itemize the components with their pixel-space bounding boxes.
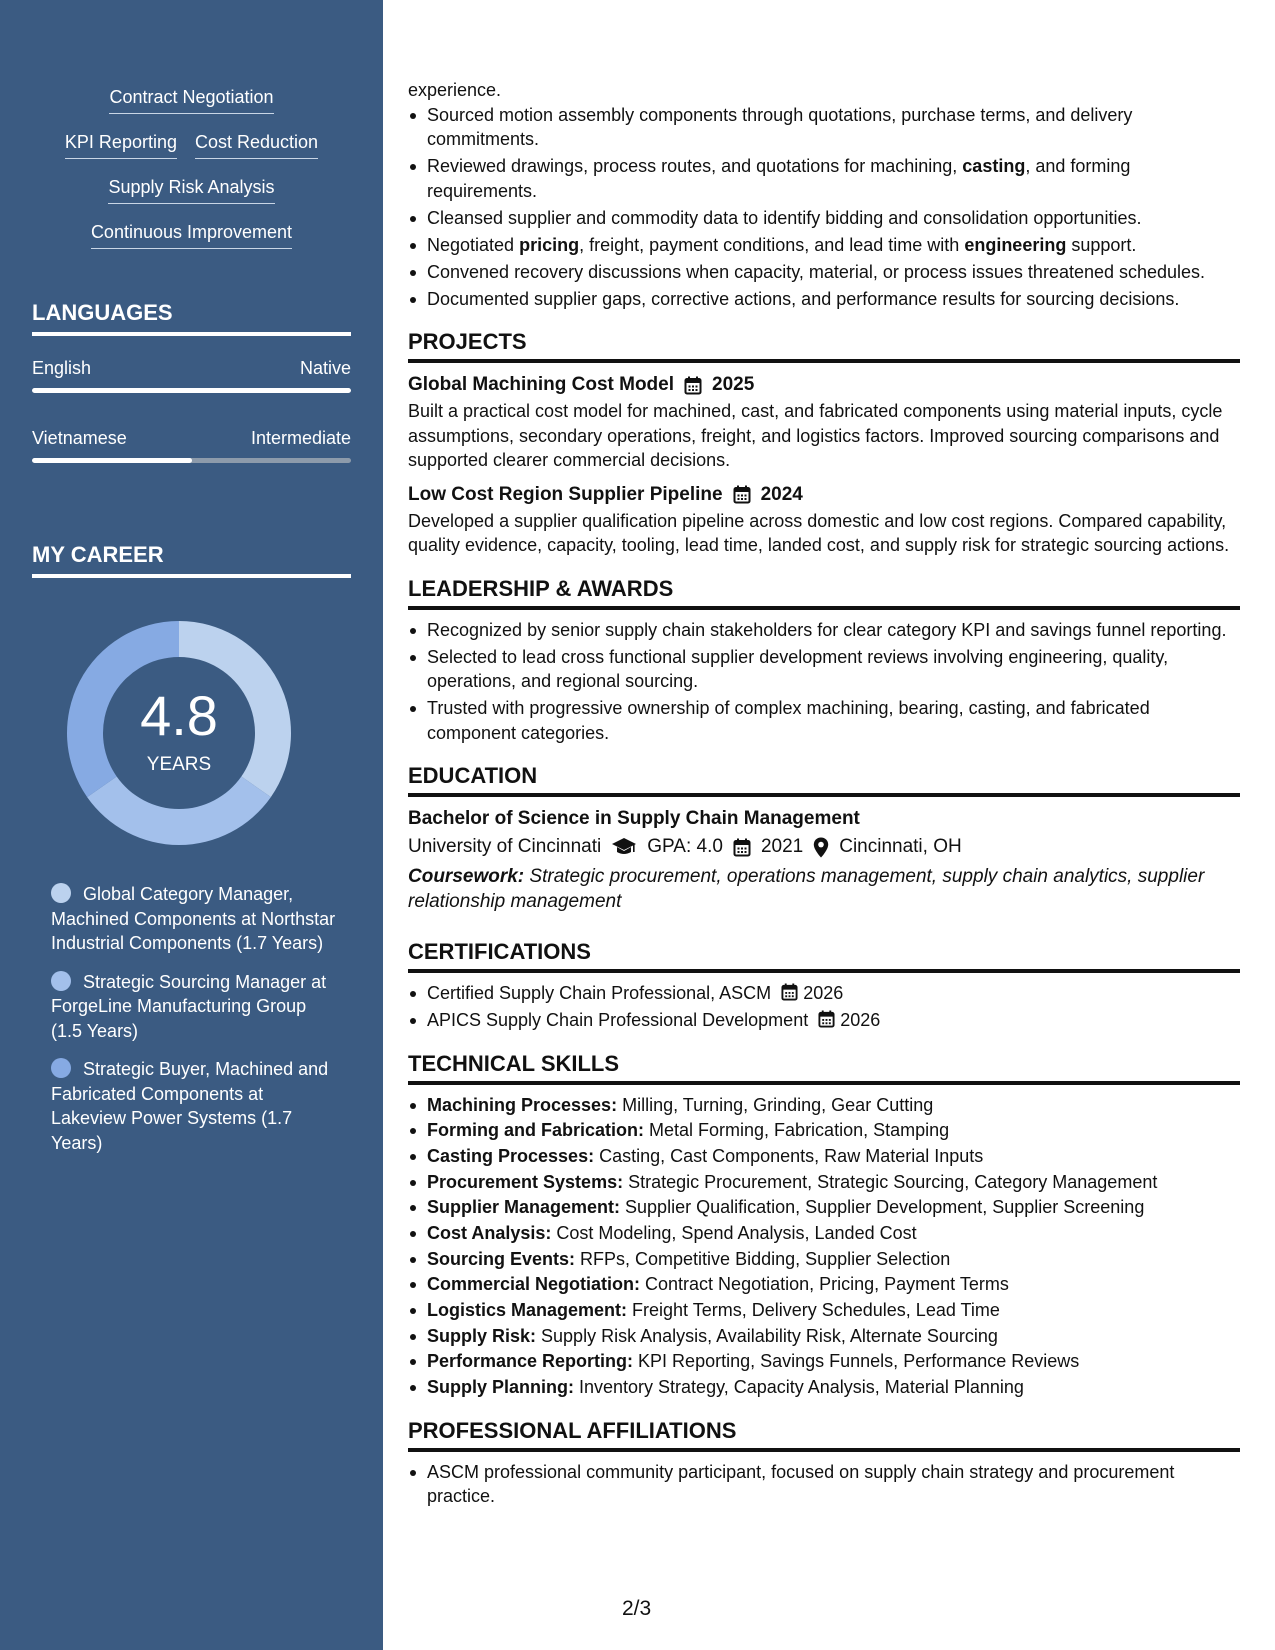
education-heading: EDUCATION	[408, 762, 1240, 797]
project-description: Built a practical cost model for machined, cast, and fabricated components using material inputs, cycle assumptions, secondary operations, freight, and logistics factors. Improved sourcing comparisons and supported clearer commercial decisions.	[408, 401, 1223, 470]
skill-category: Forming and Fabrication:	[427, 1120, 645, 1141]
skill-category: Performance Reporting:	[427, 1351, 634, 1372]
skill-category: Cost Analysis:	[427, 1222, 552, 1243]
bold-keyword: casting	[962, 156, 1026, 176]
degree-title: Bachelor of Science in Supply Chain Management	[408, 808, 860, 829]
technical-skill-item	[408, 1221, 1240, 1246]
skill-values: Strategic Procurement, Strategic Sourcing, Category Management	[623, 1171, 1158, 1192]
project-title	[408, 371, 1240, 399]
skill-tag[interactable]: Contract Negotiation	[109, 86, 273, 114]
technical-skill-item	[408, 1324, 1240, 1349]
graduation-year: 2021	[760, 836, 804, 857]
skill-category: Procurement Systems:	[427, 1171, 624, 1192]
experience-bullet	[408, 154, 1240, 203]
career-donut	[66, 620, 292, 846]
leadership-item: Trusted with progressive ownership of complex machining, bearing, casting, and fabricated component categories.	[408, 696, 1240, 745]
skill-tag[interactable]: Supply Risk Analysis	[108, 176, 274, 204]
calendar-icon	[684, 376, 702, 395]
career-list	[51, 882, 341, 1169]
career-item	[51, 882, 341, 956]
affiliations-heading: PROFESSIONAL AFFILIATIONS	[408, 1417, 1240, 1452]
leadership-item: Selected to lead cross functional supplier development reviews involving engineering, quality, operations, and regional sourcing.	[408, 645, 1240, 694]
school-location: Cincinnati, OH	[839, 836, 962, 857]
language-item	[32, 428, 351, 463]
calendar-icon	[781, 983, 798, 1001]
skill-category: Sourcing Events:	[427, 1248, 576, 1269]
technical-skill-item	[408, 1093, 1240, 1118]
certification-name: APICS Supply Chain Professional Development	[427, 1010, 809, 1030]
affiliations-list	[408, 1460, 1240, 1509]
skill-values: Metal Forming, Fabrication, Stamping	[644, 1120, 950, 1141]
experience-bullet	[408, 260, 1240, 285]
skill-values: Supplier Qualification, Supplier Development, Supplier Screening	[620, 1197, 1145, 1218]
leadership-item: Recognized by senior supply chain stakeholders for clear category KPI and savings funnel reporting.	[408, 618, 1240, 643]
skill-category: Supply Risk:	[427, 1325, 537, 1346]
skill-category: Supply Planning:	[427, 1377, 574, 1398]
technical-skill-item	[408, 1298, 1240, 1323]
bullet-text: Documented supplier gaps, corrective actions, and performance results for sourcing decisions.	[427, 288, 1180, 309]
language-level: Native	[299, 358, 351, 378]
bullet-text: support.	[1066, 234, 1137, 255]
page-number: 2/3	[622, 1597, 652, 1620]
technical-skill-item	[408, 1349, 1240, 1374]
skill-values: Cost Modeling, Spend Analysis, Landed Cost	[551, 1222, 917, 1243]
technical-skill-item	[408, 1247, 1240, 1272]
bold-keyword: pricing	[519, 234, 580, 255]
certification-item	[408, 1008, 1240, 1033]
projects-heading: PROJECTS	[408, 328, 1240, 363]
language-bar	[32, 388, 351, 393]
language-bar-fill	[32, 458, 192, 463]
language-level: Intermediate	[250, 428, 351, 448]
technical-skill-item	[408, 1144, 1240, 1169]
bullet-text: , freight, payment conditions, and lead time with	[579, 234, 965, 255]
skill-values: Milling, Turning, Grinding, Gear Cutting	[617, 1094, 934, 1115]
project-title	[408, 481, 1240, 509]
skill-tag[interactable]: KPI Reporting	[65, 131, 177, 159]
affiliation-item: ASCM professional community participant, focused on supply chain strategy and procurement practice.	[408, 1460, 1240, 1509]
graduation-cap-icon	[611, 837, 637, 857]
career-dot-icon	[51, 883, 71, 903]
calendar-icon	[733, 838, 751, 857]
career-text: Strategic Sourcing Manager at ForgeLine Manufacturing Group (1.5 Years)	[51, 971, 327, 1041]
calendar-icon	[733, 485, 751, 504]
skill-values: KPI Reporting, Savings Funnels, Performance Reviews	[633, 1351, 1080, 1372]
experience-bullet	[408, 206, 1240, 231]
coursework-label: Coursework:	[408, 866, 525, 887]
career-dot-icon	[51, 971, 71, 991]
bullet-text: , and forming requirements.	[427, 156, 1131, 201]
language-name: English	[32, 358, 92, 378]
skill-category: Casting Processes:	[427, 1145, 595, 1166]
experience-bullets	[408, 103, 1240, 312]
project-name: Low Cost Region Supplier Pipeline	[408, 483, 723, 505]
skill-values: Inventory Strategy, Capacity Analysis, Material Planning	[574, 1377, 1024, 1398]
certification-name: Certified Supply Chain Professional, ASCM	[427, 983, 772, 1003]
career-unit: YEARS	[146, 754, 212, 775]
experience-tail: experience.	[408, 80, 502, 100]
bold-keyword: engineering	[964, 234, 1067, 255]
project-name: Global Machining Cost Model	[408, 374, 674, 395]
certification-year: 2026	[803, 983, 844, 1003]
project-description: Developed a supplier qualification pipeline across domestic and low cost regions. Compared capability, quality evidence, capacity, tooling, lead time, landed cost, and supply risk for strategic sourcing actions.	[408, 510, 1230, 555]
skill-values: Supply Risk Analysis, Availability Risk, Alternate Sourcing	[536, 1325, 998, 1346]
skill-values: RFPs, Competitive Bidding, Supplier Selection	[575, 1248, 951, 1269]
school-name: University of Cincinnati	[408, 836, 602, 857]
skill-tag[interactable]: Continuous Improvement	[91, 221, 292, 249]
career-text: Global Category Manager, Machined Components at Northstar Industrial Components (1.7 Years)	[51, 884, 336, 953]
main-content	[408, 78, 1240, 1511]
bullet-text: Reviewed drawings, process routes, and quotations for machining,	[427, 156, 963, 176]
career-total: 4.8	[140, 684, 218, 747]
languages-heading: LANGUAGES	[32, 300, 351, 336]
coursework-text: Strategic procurement, operations management, supply chain analytics, supplier relationship management	[408, 866, 1205, 912]
certifications-heading: CERTIFICATIONS	[408, 938, 1240, 973]
certification-year: 2026	[840, 1010, 881, 1030]
skill-values: Freight Terms, Delivery Schedules, Lead Time	[627, 1300, 1000, 1320]
bullet-text: Sourced motion assembly components through quotations, purchase terms, and delivery commitments.	[427, 104, 1133, 149]
technical-skill-item	[408, 1118, 1240, 1143]
skill-category: Supplier Management:	[427, 1197, 621, 1218]
gpa: GPA: 4.0	[647, 836, 723, 857]
technical-skill-item	[408, 1195, 1240, 1220]
skill-values: Casting, Cast Components, Raw Material Inputs	[594, 1145, 984, 1166]
calendar-icon	[818, 1010, 835, 1028]
experience-bullet	[408, 233, 1240, 258]
technical-skill-item	[408, 1375, 1240, 1400]
language-bar-fill	[32, 388, 351, 393]
leadership-list	[408, 618, 1240, 746]
skill-category: Logistics Management:	[427, 1300, 628, 1320]
technical-heading: TECHNICAL SKILLS	[408, 1050, 1240, 1085]
language-item	[32, 358, 351, 393]
skill-category: Commercial Negotiation:	[427, 1274, 641, 1295]
bullet-text: Negotiated	[427, 234, 520, 255]
skill-tag[interactable]: Cost Reduction	[195, 131, 318, 159]
career-item	[51, 1057, 341, 1155]
experience-bullet	[408, 103, 1240, 152]
bullet-text: Convened recovery discussions when capacity, material, or process issues threatened schedules.	[427, 261, 1206, 282]
experience-bullet	[408, 287, 1240, 312]
project-year: 2025	[712, 374, 755, 395]
certifications-list	[408, 981, 1240, 1033]
bullet-text: Cleansed supplier and commodity data to identify bidding and consolidation opportunities.	[427, 207, 1142, 228]
location-pin-icon	[813, 837, 829, 858]
technical-skill-item	[408, 1170, 1240, 1195]
donut-segment	[87, 776, 271, 845]
education-details	[408, 833, 1240, 861]
career-text: Strategic Buyer, Machined and Fabricated Components at Lakeview Power Systems (1.7 Years)	[51, 1059, 329, 1153]
skill-tags	[0, 86, 383, 266]
leadership-heading: LEADERSHIP & AWARDS	[408, 575, 1240, 610]
sidebar	[0, 0, 383, 1650]
career-item	[51, 970, 341, 1044]
technical-skill-item	[408, 1272, 1240, 1297]
technical-skills-list	[408, 1093, 1240, 1400]
career-dot-icon	[51, 1058, 71, 1078]
language-bar	[32, 458, 351, 463]
skill-values: Contract Negotiation, Pricing, Payment Terms	[640, 1274, 1009, 1295]
certification-item	[408, 981, 1240, 1006]
skill-category: Machining Processes:	[427, 1094, 618, 1115]
project-year: 2024	[760, 483, 803, 505]
career-heading: MY CAREER	[32, 542, 351, 578]
language-name: Vietnamese	[32, 428, 127, 448]
coursework	[408, 865, 1240, 914]
